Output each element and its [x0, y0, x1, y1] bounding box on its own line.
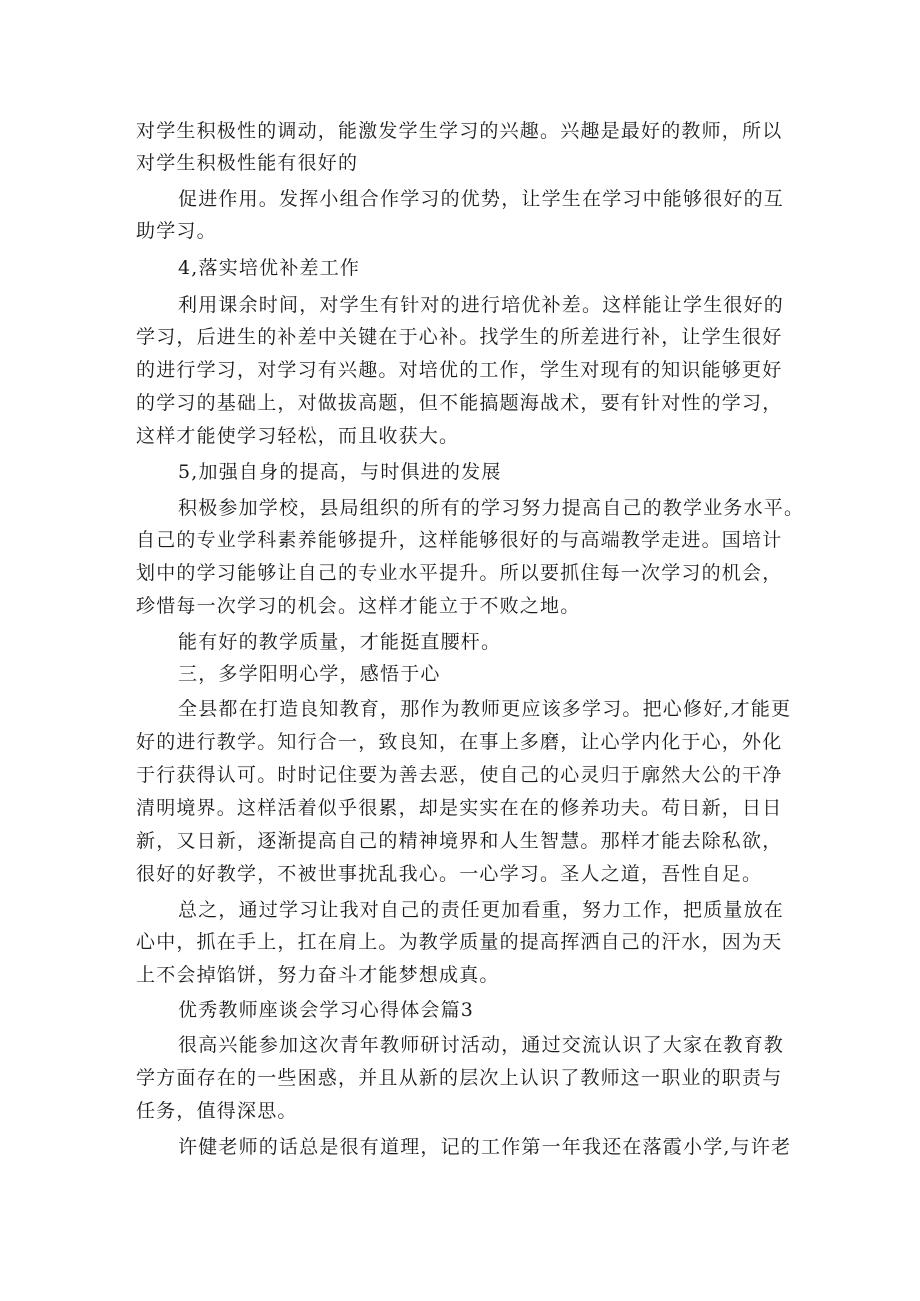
- body-text-line: 全县都在打造良知教育，那作为教师更应该多学习。把心修好,才能更: [178, 698, 792, 720]
- body-text-line: 许健老师的话总是很有道理，记的工作第一年我还在落霞小学,与许老: [178, 1136, 792, 1158]
- body-text-line: 新，又日新，逐渐提高自己的精神境界和人生智慧。那样才能去除私欲，: [136, 830, 783, 852]
- body-text-line: 很高兴能参加这次青年教师研讨活动，通过交流认识了大家在教育教: [178, 1034, 785, 1056]
- body-text-line: 学方面存在的一些困惑，并且从新的层次上认识了教师这一职业的职责与: [136, 1067, 783, 1089]
- body-text-line: 总之，通过学习让我对自己的责任更加看重，努力工作，把质量放在: [178, 899, 785, 921]
- body-text-line: 对学生积极性的调动，能激发学生学习的兴趣。兴趣是最好的教师，所以: [136, 120, 783, 142]
- body-text-line: 于行获得认可。时时记住要为善去恶，使自己的心灵归于廓然大公的干净: [136, 764, 783, 786]
- body-text-line: 清明境界。这样活着似乎很累，却是实实在在的修养功夫。苟日新，日日: [136, 797, 783, 819]
- body-text-line: 积极参加学校，县局组织的所有的学习努力提高自己的教学业务水平。: [178, 497, 805, 519]
- section-heading: 优秀教师座谈会学习心得体会篇3: [178, 999, 475, 1021]
- body-text-line: 的学习的基础上，对做拔高题，但不能搞题海战术，要有针对性的学习，: [136, 392, 783, 414]
- body-text-line: 助学习。: [136, 220, 217, 242]
- body-text-line: 很好的好教学，不被世事扰乱我心。一心学习。圣人之道，吾性自足。: [136, 863, 763, 885]
- body-text-line: 利用课余时间，对学生有针对的进行培优补差。这样能让学生很好的: [178, 294, 785, 316]
- body-text-line: 心中，抓在手上，扛在肩上。为教学质量的提高挥洒自己的汗水，因为天: [136, 931, 783, 953]
- body-text-line: 划中的学习能够让自己的专业水平提升。所以要抓住每一次学习的机会，: [136, 562, 783, 584]
- body-text-line: 珍惜每一次学习的机会。这样才能立于不败之地。: [136, 595, 581, 617]
- body-text-line: 学习，后进生的补差中关键在于心补。找学生的所差进行补，让学生很好: [136, 326, 783, 348]
- body-text-line: 任务，值得深思。: [136, 1100, 298, 1122]
- body-text-line: 促进作用。发挥小组合作学习的优势，让学生在学习中能够很好的互: [178, 188, 785, 210]
- section-heading: 4,落实培优补差工作: [178, 257, 361, 279]
- section-heading: 5,加强自身的提高，与时俱进的发展: [178, 461, 502, 483]
- body-text-line: 能有好的教学质量，才能挺直腰杆。: [178, 631, 502, 653]
- body-text-line: 这样才能使学习轻松，而且收获大。: [136, 425, 460, 447]
- body-text-line: 上不会掉馅饼，努力奋斗才能梦想成真。: [136, 964, 500, 986]
- body-text-line: 好的进行教学。知行合一，致良知，在事上多磨，让心学内化于心，外化: [136, 731, 783, 753]
- section-heading: 三，多学阳明心学，感悟于心: [178, 663, 441, 685]
- body-text-line: 自己的专业学科素养能够提升，这样能够很好的与高端教学走进。国培计: [136, 529, 783, 551]
- body-text-line: 的进行学习，对学习有兴趣。对培优的工作，学生对现有的知识能够更好: [136, 359, 783, 381]
- body-text-line: 对学生积极性能有很好的: [136, 152, 359, 174]
